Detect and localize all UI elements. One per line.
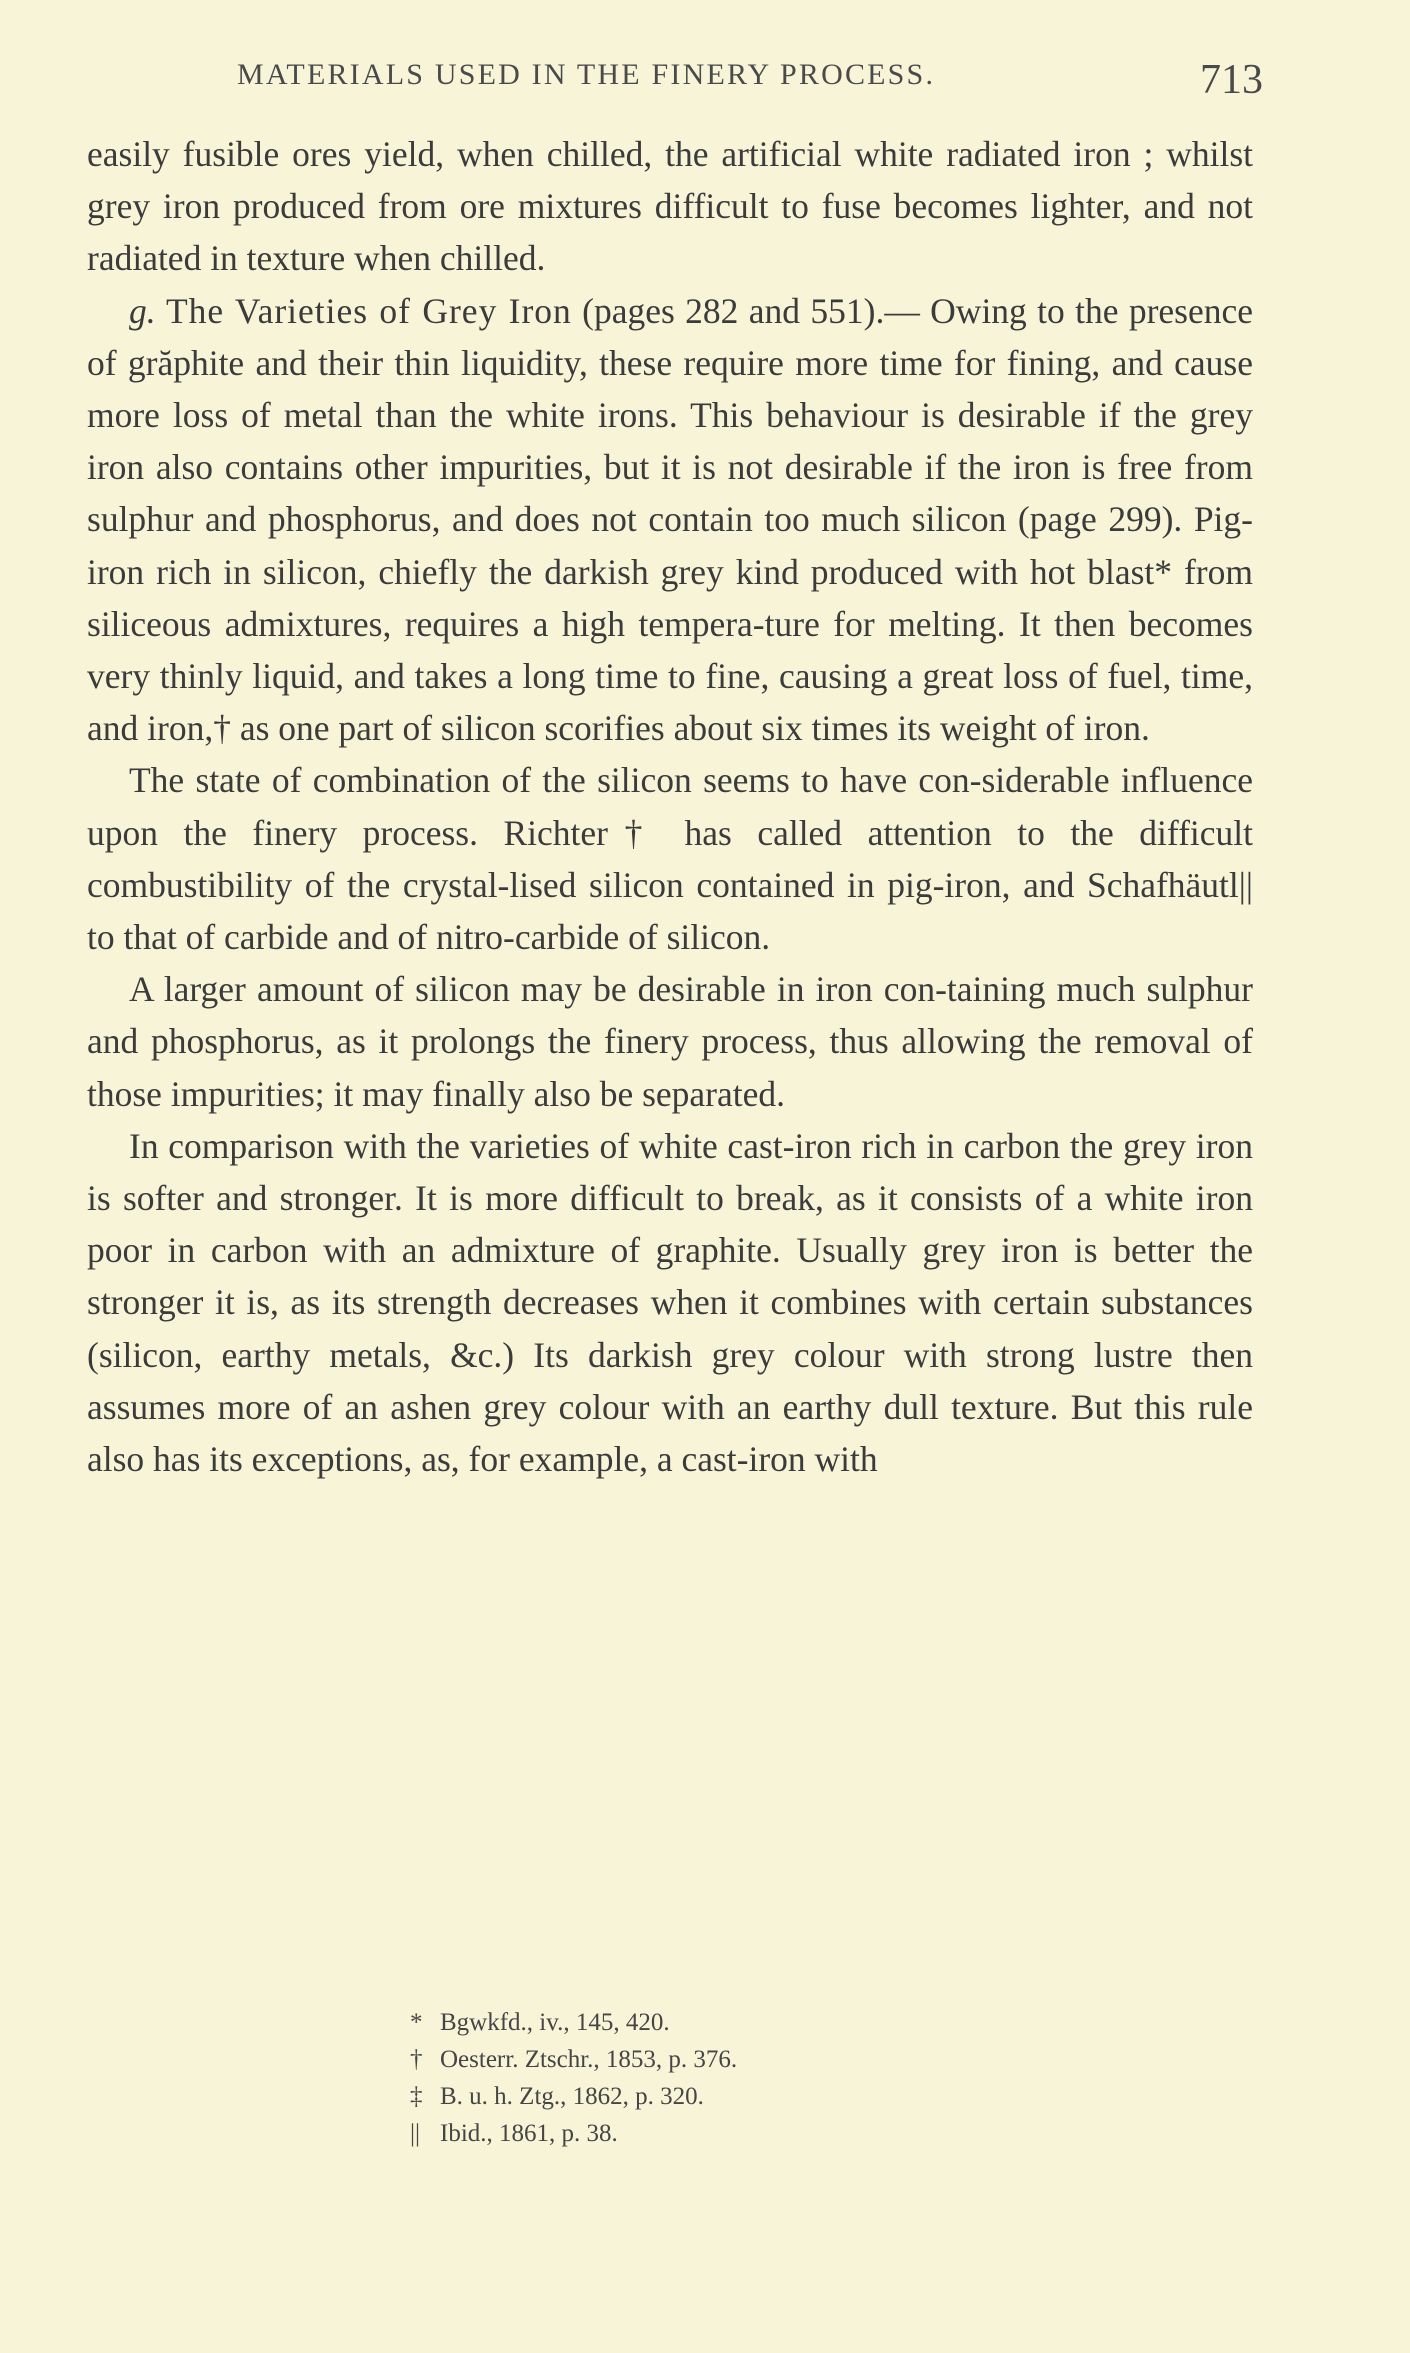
footnote-text: Ibid., 1861, p. 38. [440, 2120, 618, 2147]
footnote [410, 2041, 737, 2078]
running-title: MATERIALS USED IN THE FINERY PROCESS. [237, 58, 936, 91]
page-number: 713 [1200, 57, 1263, 103]
footnote-text: Oesterr. Ztschr., 1853, p. 376. [440, 2046, 738, 2073]
paragraph-5: In comparison with the varieties of white cast-iron rich in carbon the grey iron is softer and stronger. It is more difficult to break, as it consists of a white iron poor in carbon with an admixture of graphite. Usually grey iron is better the stronger it is, as its strength decreases when it combines with certain substances (silicon, earthy metals, &c.) Its darkish grey colour with strong lustre then assumes more of an ashen grey colour with an earthy dull texture. But this rule also has its exceptions, as, for example, a cast-iron with [87, 1125, 1253, 1480]
body-text [87, 128, 1253, 1485]
footnote-text: Bgwkfd., iv., 145, 420. [440, 2009, 670, 2036]
footnote-mark: † [410, 2046, 423, 2073]
footnote [410, 2115, 737, 2152]
running-head [87, 52, 1263, 114]
section-heading: The Varieties of Grey Iron [165, 290, 572, 331]
footnote-mark: * [410, 2009, 423, 2036]
footnote-text: B. u. h. Ztg., 1862, p. 320. [440, 2083, 704, 2110]
paragraph-1: easily fusible ores yield, when chilled, the artificial white radiated iron ; whilst grey iron produced from ore mixtures difficult to fuse becomes lighter, and not radiated in texture when chilled. [87, 134, 1253, 279]
footnote [410, 2078, 737, 2115]
book-page [87, 52, 1263, 1485]
paragraph-2 [87, 285, 1253, 755]
footnote [410, 2004, 737, 2041]
paragraph-2-text: (pages 282 and 551).— Owing to the presence of grăphite and their thin liquidity, these require more time for fining, and cause more loss of metal than the white irons. This behaviour is desirable if the grey iron also contains other impurities, but it is not desirable if the iron is free from sulphur and phosphorus, and does not contain too much silicon (page 299). Pig-iron rich in silicon, chiefly the darkish grey kind produced with hot blast* from siliceous admixtures, requires a high tempera-ture for melting. It then becomes very thinly liquid, and takes a long time to fine, causing a great loss of fuel, time, and iron,† as one part of silicon scorifies about six times its weight of iron. [87, 290, 1253, 749]
footnotes [410, 2004, 737, 2152]
paragraph-4: A larger amount of silicon may be desirable in iron con-taining much sulphur and phosphorus, as it prolongs the finery process, thus allowing the removal of those impurities; it may finally also be separated. [87, 969, 1253, 1114]
footnote-mark: || [410, 2120, 421, 2147]
paragraph-3: The state of combination of the silicon seems to have con-siderable influence upon the finery process. Richter† has called attention to the difficult combustibility of the crystal-lised silicon contained in pig-iron, and Schafhäutl|| to that of carbide and of nitro-carbide of silicon. [87, 760, 1253, 958]
section-letter: g. [129, 290, 156, 331]
footnote-mark: ‡ [410, 2083, 423, 2110]
